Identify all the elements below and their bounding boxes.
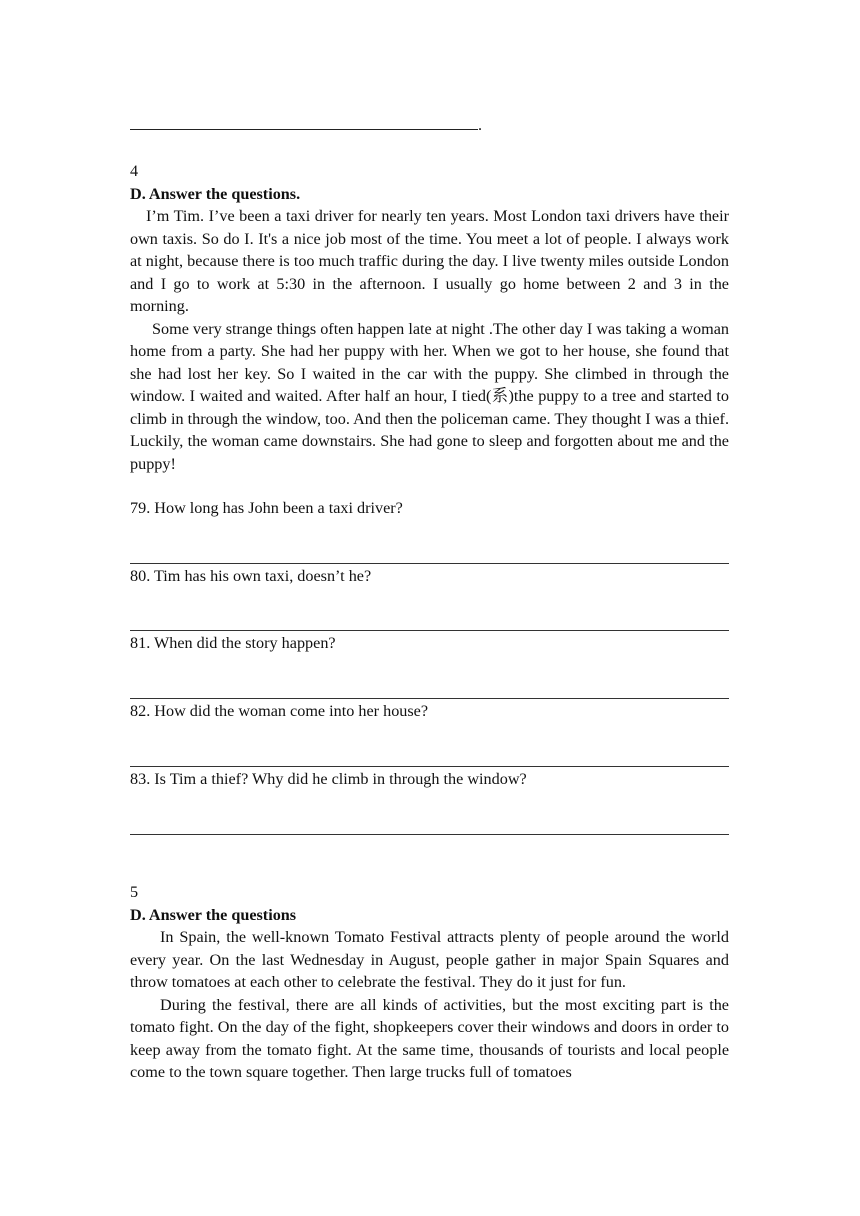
answer-line-83-wrap (130, 834, 729, 835)
question-wrap (130, 565, 729, 588)
answer-line-80[interactable] (130, 630, 729, 631)
blank-line (130, 115, 478, 130)
section-4 (130, 160, 729, 475)
question-81: 81. When did the story happen? (130, 634, 336, 652)
answer-line-83[interactable] (130, 834, 729, 835)
section-number: 4 (130, 162, 139, 180)
section-5 (130, 881, 729, 1084)
answer-line-79-wrap (130, 563, 729, 564)
answer-line-81-wrap (130, 698, 729, 699)
question-wrap (130, 632, 729, 655)
question-80: 80. Tim has his own taxi, doesn’t he? (130, 567, 372, 585)
question-wrap (130, 768, 729, 791)
top-answer-blank (130, 114, 482, 137)
answer-line-82-wrap (130, 766, 729, 767)
answer-line-80-wrap (130, 630, 729, 631)
reading-paragraph: I’m Tim. I’ve been a taxi driver for nearly ten years. Most London taxi drivers have their own taxis. So do I. It's a nice job most of the time. You meet a lot of people. I always work at night, because there is too much traffic during the day. I live twenty miles outside London and I go to work at 5:30 in the afternoon. I usually go home between 2 and 3 in the morning. (130, 207, 729, 315)
question-list (130, 497, 729, 520)
section-heading: D. Answer the questions (130, 905, 297, 924)
answer-line-82[interactable] (130, 766, 729, 767)
reading-paragraph: In Spain, the well-known Tomato Festival attracts plenty of people around the world every year. On the last Wednesday in August, people gather in major Spain Squares and throw tomatoes at each other to celebrate the festival. They do it just for fun. (130, 928, 729, 991)
question-83: 83. Is Tim a thief? Why did he climb in through the window? (130, 770, 527, 788)
answer-line-79[interactable] (130, 563, 729, 564)
reading-paragraph: Some very strange things often happen late at night .The other day I was taking a woman home from a party. She had her puppy with her. When we got to her house, she found that she had lost her key. So I waited in the car with the puppy. She climbed in through the window. I waited and waited. After half an hour, I tied(系)the puppy to a tree and started to climb in through the window, too. And then the policeman came. They thought I was a thief. Luckily, the woman came downstairs. She had gone to sleep and forgotten about me and the puppy! (130, 319, 729, 473)
answer-line-81[interactable] (130, 698, 729, 699)
reading-paragraph: During the festival, there are all kinds of activities, but the most exciting part is the tomato fight. On the day of the fight, shopkeepers cover their windows and doors in order to keep away from the tomato fight. At the same time, thousands of tourists and local people come to the town square together. Then large trucks full of tomatoes (130, 995, 729, 1081)
question-wrap (130, 700, 729, 723)
question-79: 79. How long has John been a taxi driver? (130, 499, 403, 517)
question-82: 82. How did the woman come into her house? (130, 702, 429, 720)
section-heading: D. Answer the questions. (130, 184, 301, 203)
section-number: 5 (130, 883, 139, 901)
blank-end-mark: . (478, 116, 483, 134)
